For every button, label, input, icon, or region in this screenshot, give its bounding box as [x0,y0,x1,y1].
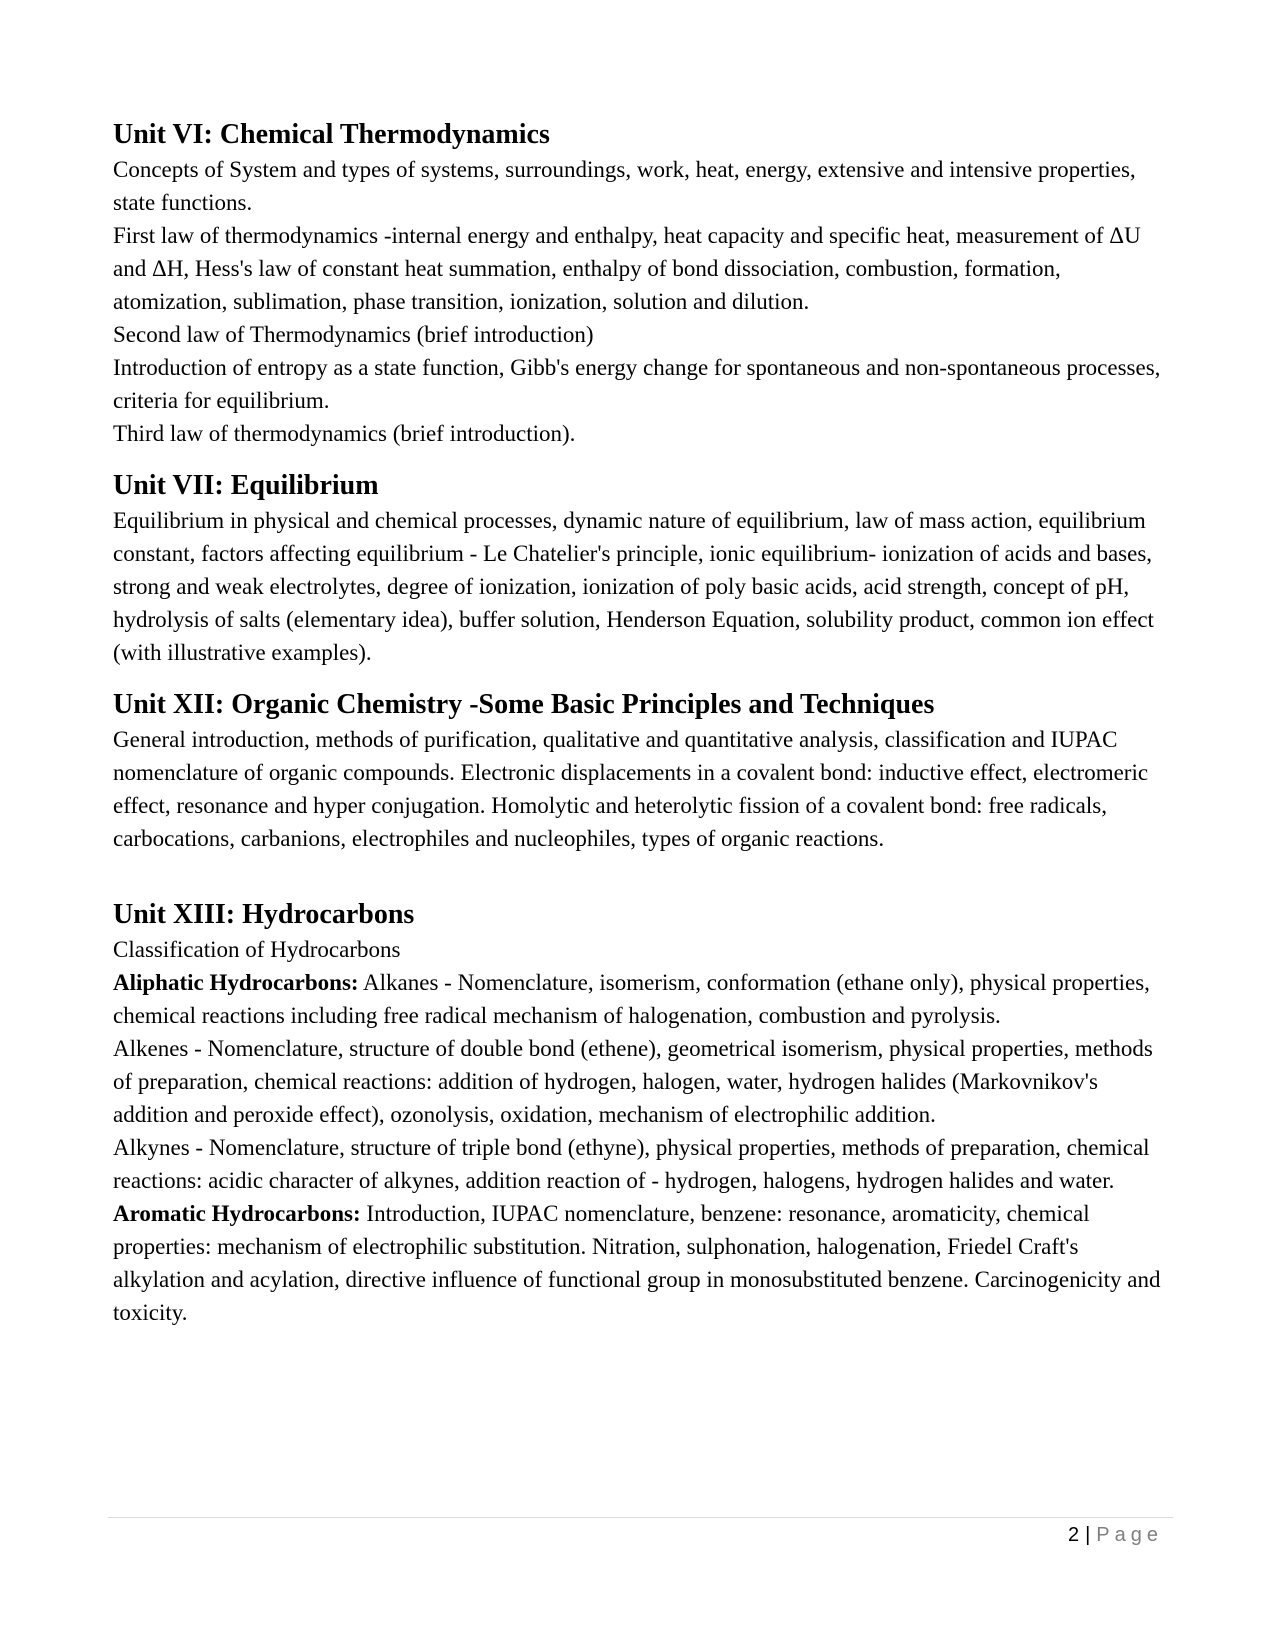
unit-vi-line-3: Second law of Thermodynamics (brief introduction) [113,322,594,347]
unit-vi-line-5: Third law of thermodynamics (brief introduction). [113,421,576,446]
aliphatic-label: Aliphatic Hydrocarbons: [113,970,359,995]
alkenes-paragraph: Alkenes - Nomenclature, structure of double bond (ethene), geometrical isomerism, physical properties, methods of preparation, chemical reactions: addition of hydrogen, halogen, water, hydrogen halides (Markovnikov's addition and peroxide effect), ozonolysis, oxidation, mechanism of electrophilic addition. [113,1036,1153,1127]
unit-vi-line-1: Concepts of System and types of systems, surroundings, work, heat, energy, extensive and intensive properties, state functions. [113,157,1136,215]
aromatic-paragraph [113,1197,1173,1329]
unit-xii-section [113,687,1173,855]
aliphatic-paragraph [113,966,1173,1032]
unit-vi-heading: Unit VI: Chemical Thermodynamics [113,119,550,150]
unit-xiii-heading: Unit XIII: Hydrocarbons [113,899,415,930]
aromatic-text: Introduction, IUPAC nomenclature, benzene: resonance, aromaticity, chemical properties: mechanism of electrophilic substitution. Nitration, sulphonation, halogenation, Friedel Craft's alkylation and acylation, directive influence of functional group in monosubstituted benzene. Carcinogenicity and toxicity. [113,1201,1161,1325]
page-content [113,117,1173,1329]
page-footer [1068,1524,1163,1547]
unit-vi-line-4: Introduction of entropy as a state function, Gibb's energy change for spontaneous and non-spontaneous processes, criteria for equilibrium. [113,355,1161,413]
unit-vi-section [113,117,1173,450]
aromatic-label: Aromatic Hydrocarbons: [113,1201,361,1226]
unit-vi-line-2: First law of thermodynamics -internal energy and enthalpy, heat capacity and specific heat, measurement of ΔU and ΔH, Hess's law of constant heat summation, enthalpy of bond dissociation, combustion, formation, atomization, sublimation, phase transition, ionization, solution and dilution. [113,223,1141,314]
alkynes-paragraph: Alkynes - Nomenclature, structure of triple bond (ethyne), physical properties, methods of preparation, chemical reactions: acidic character of alkynes, addition reaction of - hydrogen, halogens, hydrogen halides and water. [113,1135,1150,1193]
footer-separator: | [1085,1524,1091,1546]
unit-xii-heading: Unit XII: Organic Chemistry -Some Basic Principles and Techniques [113,689,935,720]
aliphatic-text: Alkanes - Nomenclature, isomerism, conformation (ethane only), physical properties, chemical reactions including free radical mechanism of halogenation, combustion and pyrolysis. [113,970,1150,1028]
footer-divider [108,1517,1173,1518]
page-number: 2 [1067,1524,1080,1546]
unit-xii-paragraph: General introduction, methods of purification, qualitative and quantitative analysis, classification and IUPAC nomenclature of organic compounds. Electronic displacements in a covalent bond: inductive effect, electromeric effect, resonance and hyper conjugation. Homolytic and heterolytic fission of a covalent bond: free radicals, carbocations, carbanions, electrophiles and nucleophiles, types of organic reactions. [113,727,1149,851]
unit-xiii-section [113,897,1173,1329]
unit-vii-heading: Unit VII: Equilibrium [113,470,379,501]
unit-xiii-classification: Classification of Hydrocarbons [113,937,401,962]
unit-vii-section [113,468,1173,669]
unit-vii-paragraph: Equilibrium in physical and chemical processes, dynamic nature of equilibrium, law of mass action, equilibrium constant, factors affecting equilibrium - Le Chatelier's principle, ionic equilibrium- ionization of acids and bases, strong and weak electrolytes, degree of ionization, ionization of poly basic acids, acid strength, concept of pH, hydrolysis of salts (elementary idea), buffer solution, Henderson Equation, solubility product, common ion effect (with illustrative examples). [113,508,1154,665]
page-label: Page [1096,1524,1163,1546]
